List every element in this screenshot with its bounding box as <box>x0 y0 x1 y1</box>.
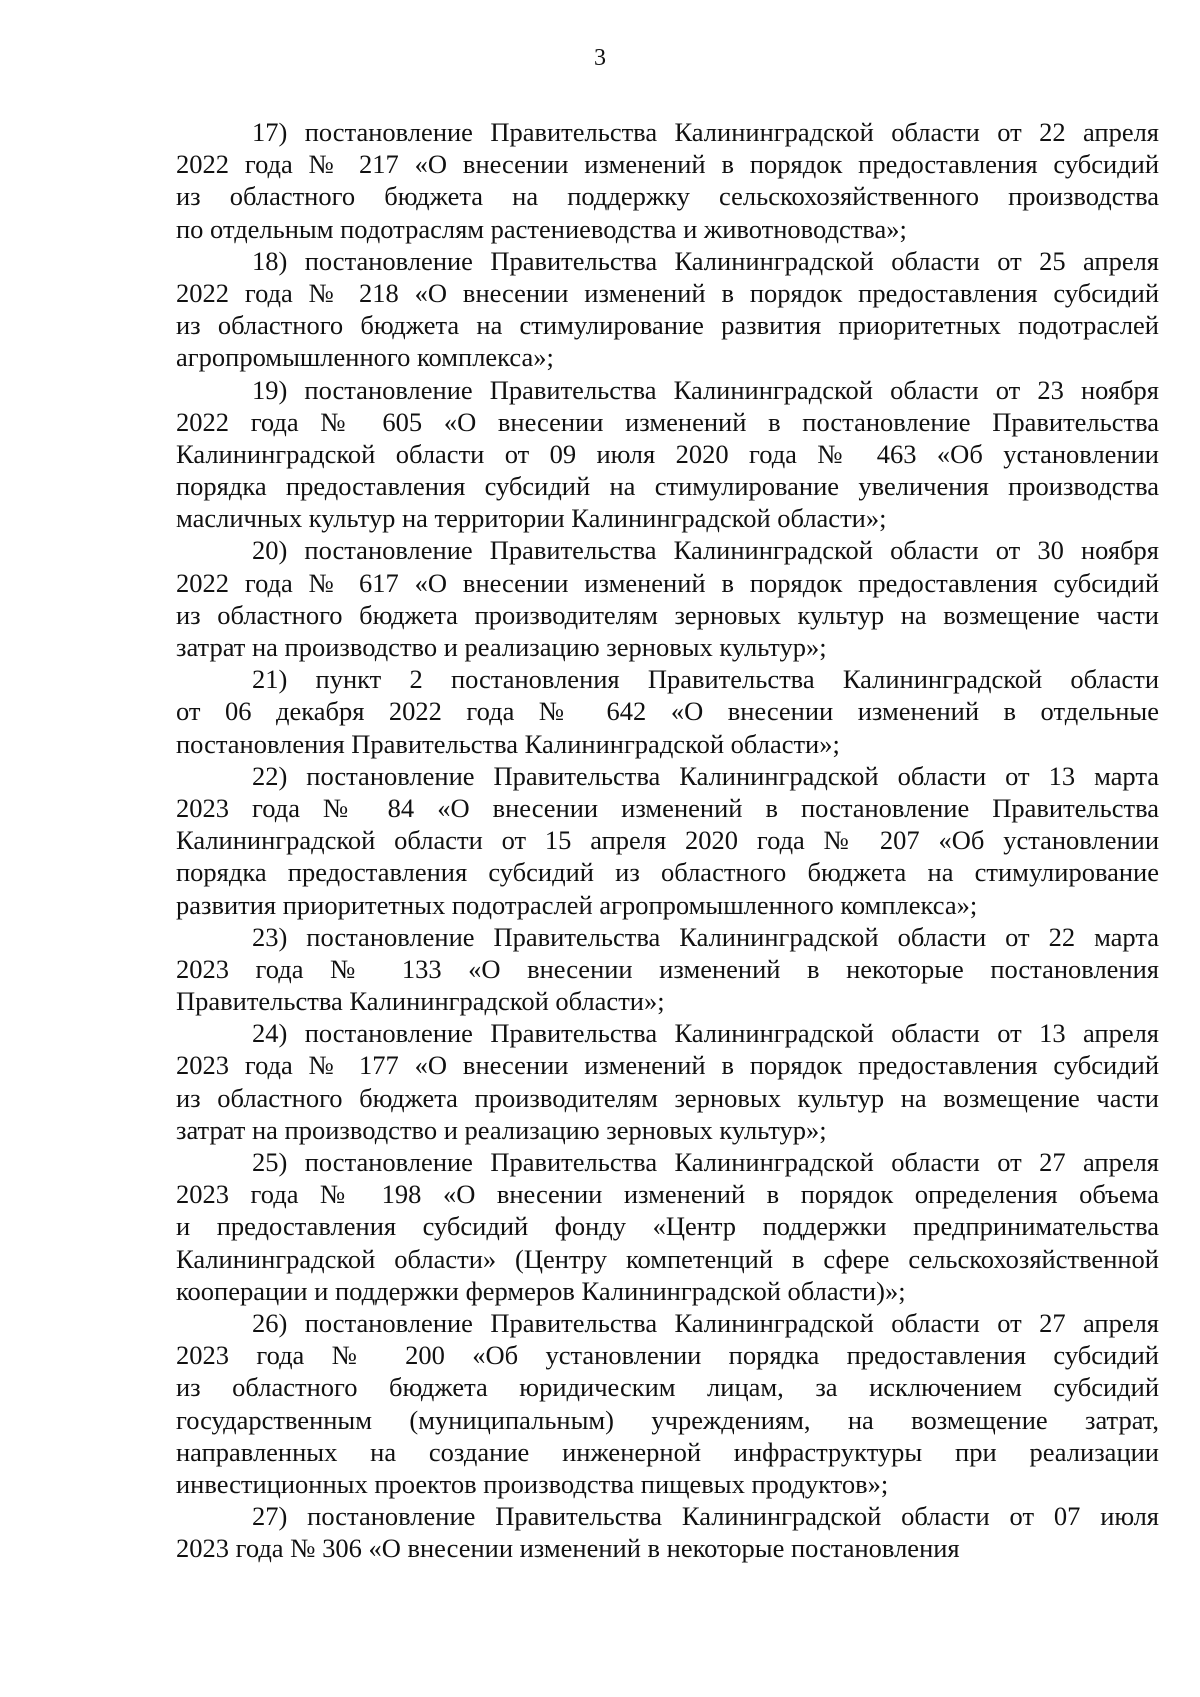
text-line: агропромышленного комплекса»; <box>176 342 554 373</box>
text-line: 2023 года № 84 «О внесении изменений в постановление Правительства <box>176 792 1159 823</box>
text-line: 2022 года № 217 «О внесении изменений в порядок предоставления субсидий <box>176 149 1159 180</box>
text-line: 2022 года № 605 «О внесении изменений в постановление Правительства <box>176 406 1159 437</box>
text-line: и предоставления субсидий фонду «Центр поддержки предпринимательства <box>176 1211 1159 1242</box>
text-line: из областного бюджета производителям зерновых культур на возмещение части <box>176 599 1159 630</box>
text-line: развития приоритетных подотраслей агропромышленного комплекса»; <box>176 889 978 920</box>
text-line: затрат на производство и реализацию зерновых культур»; <box>176 632 827 662</box>
text-line: 19) постановление Правительства Калининградской области от 23 ноября <box>252 374 1159 405</box>
text-line: 23) постановление Правительства Калининградской области от 22 марта <box>252 921 1159 952</box>
text-line: 22) постановление Правительства Калининградской области от 13 марта <box>252 760 1159 791</box>
text-line: 24) постановление Правительства Калининградской области от 13 апреля <box>252 1018 1159 1049</box>
text-line: Калининградской области от 15 апреля 2020 года № 207 «Об установлении <box>176 825 1159 856</box>
list-item <box>176 116 1159 245</box>
text-line: 2023 года № 177 «О внесении изменений в порядок предоставления субсидий <box>176 1050 1159 1081</box>
page-number: 3 <box>594 45 606 71</box>
text-line: 2023 года № 198 «О внесении изменений в порядок определения объема <box>176 1179 1159 1210</box>
list-item <box>176 1500 1159 1564</box>
text-line: от 06 декабря 2022 года № 642 «О внесении изменений в отдельные <box>176 696 1159 727</box>
text-line: Калининградской области» (Центру компетенций в сфере сельскохозяйственной <box>176 1243 1159 1274</box>
text-line: 20) постановление Правительства Калининградской области от 30 ноября <box>252 535 1159 566</box>
text-line: масличных культур на территории Калининградской области»; <box>176 503 887 534</box>
list-item <box>176 1017 1159 1146</box>
text-line: из областного бюджета производителям зерновых культур на возмещение части <box>176 1082 1159 1113</box>
list-item <box>176 534 1159 663</box>
text-line: 2022 года № 218 «О внесении изменений в порядок предоставления субсидий <box>176 277 1159 308</box>
text-line: порядка предоставления субсидий на стимулирование увеличения производства <box>176 471 1159 502</box>
text-line: 17) постановление Правительства Калининградской области от 22 апреля <box>252 117 1159 147</box>
text-line: порядка предоставления субсидий из областного бюджета на стимулирование <box>176 857 1159 888</box>
text-line: направленных на создание инженерной инфраструктуры при реализации <box>176 1436 1159 1467</box>
text-line: инвестиционных проектов производства пищевых продуктов»; <box>176 1468 889 1499</box>
list-item <box>176 245 1159 374</box>
text-line: 21) пункт 2 постановления Правительства Калининградской области <box>252 664 1159 695</box>
list-item <box>176 760 1159 921</box>
text-line: затрат на производство и реализацию зерновых культур»; <box>176 1114 827 1145</box>
list-item <box>176 374 1159 535</box>
list-item <box>176 1146 1159 1307</box>
text-line: государственным (муниципальным) учреждениям, на возмещение затрат, <box>176 1404 1159 1435</box>
list-item <box>176 1307 1159 1500</box>
text-line: 27) постановление Правительства Калининградской области от 07 июля <box>252 1501 1159 1532</box>
list-item <box>176 663 1159 760</box>
text-line: из областного бюджета юридическим лицам, за исключением субсидий <box>176 1372 1159 1403</box>
text-line: 2023 года № 133 «О внесении изменений в некоторые постановления <box>176 953 1159 984</box>
text-line: 26) постановление Правительства Калининградской области от 27 апреля <box>252 1307 1159 1338</box>
document-body <box>176 116 1159 1564</box>
text-line: Правительства Калининградской области»; <box>176 986 665 1017</box>
text-line: кооперации и поддержки фермеров Калининградской области)»; <box>176 1275 906 1306</box>
list-item <box>176 921 1159 1018</box>
text-line: 18) постановление Правительства Калининградской области от 25 апреля <box>252 245 1159 276</box>
text-line: 2023 года № 200 «Об установлении порядка предоставления субсидий <box>176 1340 1159 1371</box>
text-line: по отдельным подотраслям растениеводства и животноводства»; <box>176 213 907 244</box>
text-line: из областного бюджета на поддержку сельскохозяйственного производства <box>176 181 1159 212</box>
text-line: 2023 года № 306 «О внесении изменений в некоторые постановления <box>176 1533 960 1564</box>
text-line: 25) постановление Правительства Калининградской области от 27 апреля <box>252 1147 1159 1177</box>
text-line: 2022 года № 617 «О внесении изменений в порядок предоставления субсидий <box>176 567 1159 598</box>
text-line: постановления Правительства Калининградской области»; <box>176 728 840 759</box>
text-line: из областного бюджета на стимулирование развития приоритетных подотраслей <box>176 310 1159 341</box>
text-line: Калининградской области от 09 июля 2020 года № 463 «Об установлении <box>176 438 1159 469</box>
